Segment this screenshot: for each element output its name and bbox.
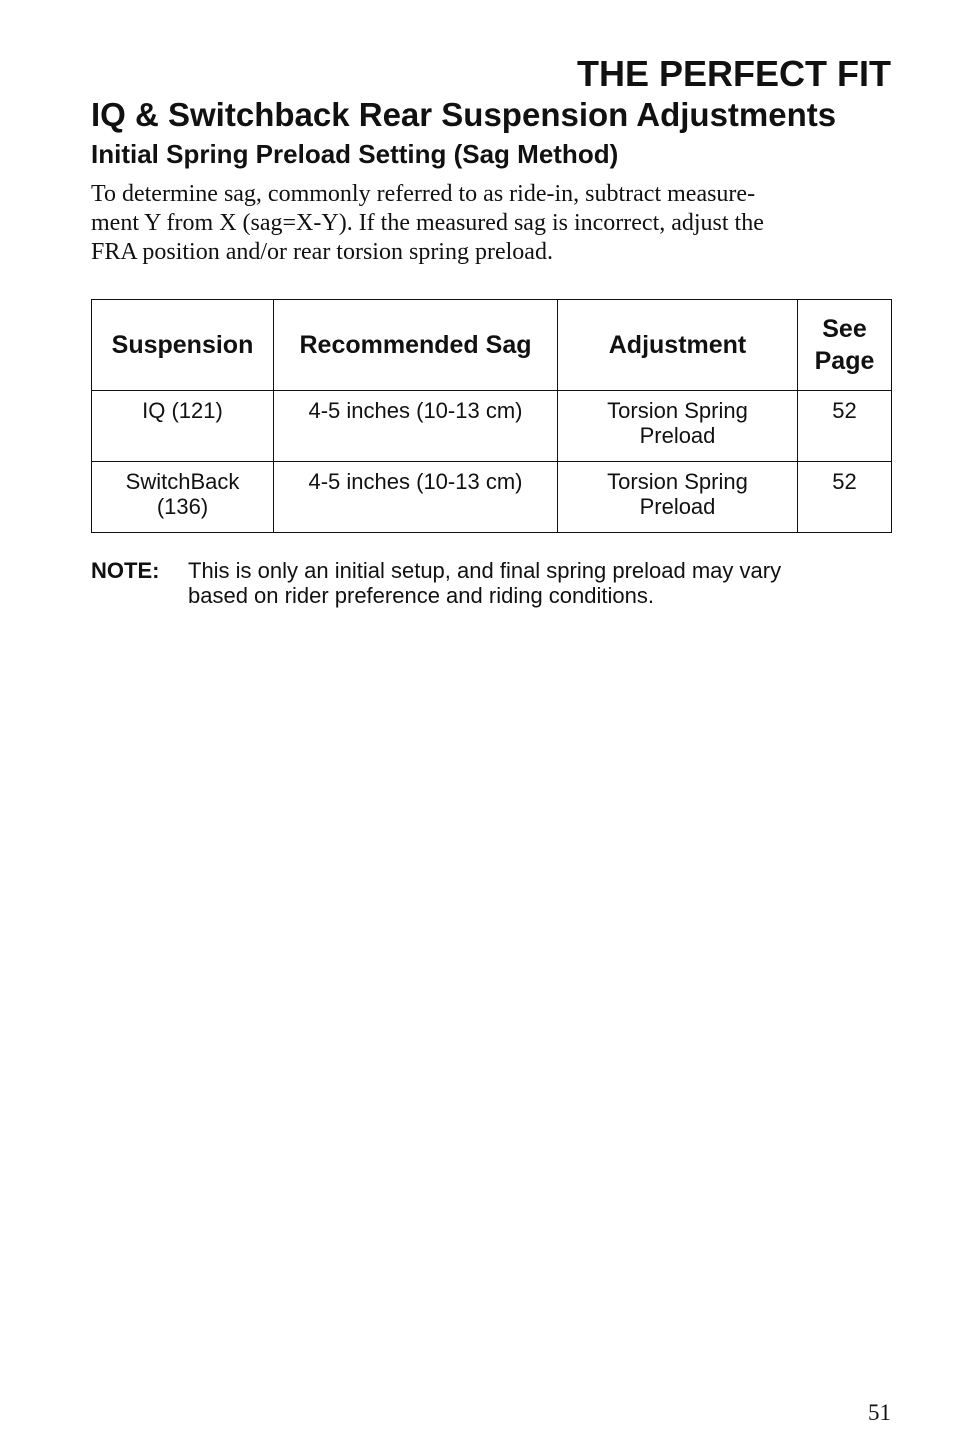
intro-line: FRA position and/or rear torsion spring preload. [91,239,553,265]
cell-line: Preload [639,494,716,519]
cell-see-page: 52 [798,391,892,462]
intro-paragraph [91,180,891,267]
cell-adjustment [558,391,798,462]
note-label: NOTE: [91,558,160,583]
page-number: 51 [868,1400,891,1425]
sub-heading: Initial Spring Preload Setting (Sag Method) [91,139,619,169]
column-header-see-page [798,300,892,391]
cell-line: Preload [639,423,716,448]
cell-line: IQ (121) [142,398,223,423]
cell-see-page: 52 [798,462,892,533]
cell-suspension [92,391,274,462]
column-header-adjustment: Adjustment [558,300,798,391]
table-row [92,462,892,533]
note-line: This is only an initial setup, and final spring preload may vary [188,558,782,583]
table-row [92,391,892,462]
cell-line: SwitchBack [125,469,240,494]
cell-line: Torsion Spring [607,398,748,423]
main-heading: IQ & Switchback Rear Suspension Adjustments [91,96,837,133]
column-header-line: See [822,315,867,343]
column-header-suspension: Suspension [92,300,274,391]
intro-line: To determine sag, commonly referred to as ride-in, subtract measure- [91,181,756,207]
suspension-sag-table [91,299,892,533]
section-title: THE PERFECT FIT [577,53,891,94]
cell-recommended-sag: 4-5 inches (10-13 cm) [274,391,558,462]
intro-line: ment Y from X (sag=X-Y). If the measured sag is incorrect, adjust the [91,210,764,236]
cell-line: Torsion Spring [607,469,748,494]
column-header-line: Page [814,347,875,375]
cell-suspension [92,462,274,533]
table-header-row [92,300,892,391]
column-header-recommended-sag: Recommended Sag [274,300,558,391]
cell-recommended-sag: 4-5 inches (10-13 cm) [274,462,558,533]
note-text [188,558,891,608]
cell-adjustment [558,462,798,533]
note-line: based on rider preference and riding conditions. [188,583,654,608]
cell-line: (136) [156,494,209,519]
